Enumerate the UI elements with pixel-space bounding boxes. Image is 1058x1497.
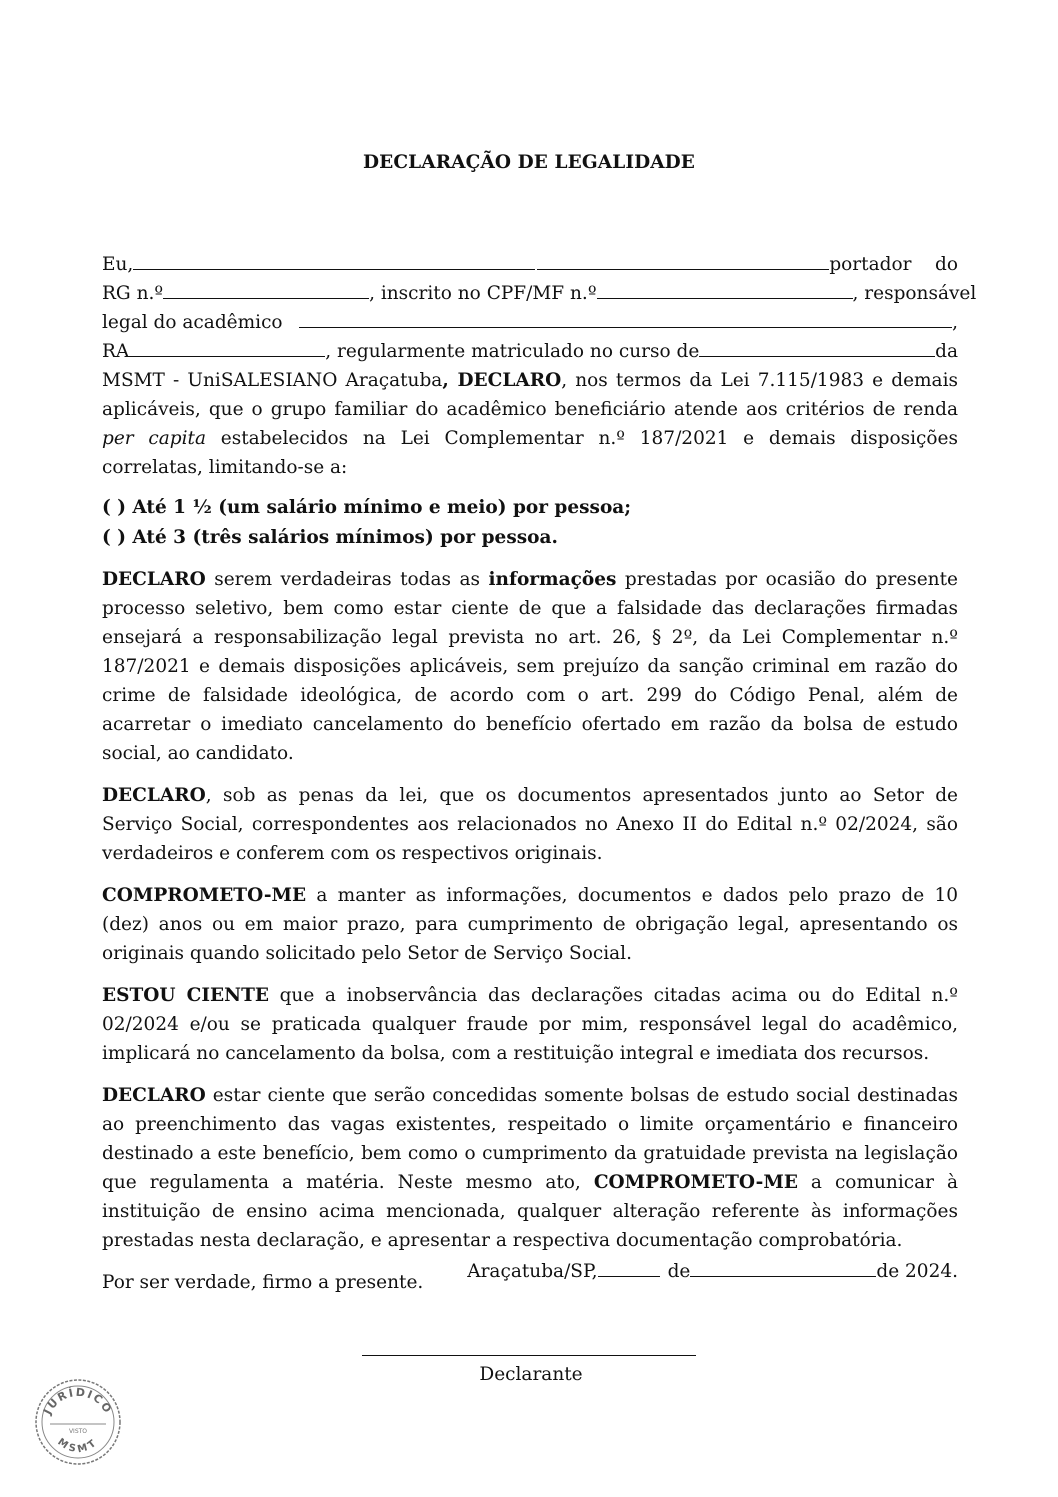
signature-label: Declarante <box>479 1364 583 1385</box>
cpf-label: , inscrito no CPF/MF n.º <box>369 283 597 304</box>
day-blank[interactable] <box>598 1258 660 1277</box>
p5-text-a: estar ciente que serão concedidas somente bolsas de estudo social destinadas ao preenchimento das vagas existentes, respeitado o limite orçamentário e financeiro destinado a este benefício, bem como o cumprimento da gratuidade prevista na legislação que regulamenta a matéria. Neste mesmo ato, <box>102 1085 958 1193</box>
p1-bold: DECLARO <box>102 569 206 590</box>
p1-text-a: serem verdadeiras todas as <box>205 569 489 590</box>
month-blank[interactable] <box>690 1258 876 1277</box>
year-label: de 2024. <box>876 1261 958 1282</box>
paragraph-declaro-2 <box>102 781 958 868</box>
closing-text: Por ser verdade, firmo a presente. <box>102 1272 424 1293</box>
intro-paragraph <box>102 366 958 482</box>
declaro-bold: , DECLARO <box>442 370 562 391</box>
declaration-body <box>102 250 977 1310</box>
rg-label: RG n.º <box>102 283 164 304</box>
ra-label: RA <box>102 341 130 362</box>
p4-bold: ESTOU CIENTE <box>102 985 269 1006</box>
rg-blank[interactable] <box>163 280 369 299</box>
income-options <box>102 493 958 553</box>
name-row <box>102 250 958 279</box>
portador-label: portador <box>829 254 912 275</box>
da-label: da <box>935 341 958 362</box>
stamp-top-text: JURÍDICO <box>40 1385 116 1417</box>
ra-row <box>102 337 958 366</box>
cpf-blank[interactable] <box>597 280 853 299</box>
p5-bold-2: COMPROMETO-ME <box>593 1172 798 1193</box>
page-title: DECLARAÇÃO DE LEGALIDADE <box>362 152 696 173</box>
msmt-text: MSMT - UniSALESIANO Araçatuba <box>102 370 443 391</box>
p1-bold-2: informações <box>488 569 617 590</box>
name-blank-2[interactable] <box>537 251 829 270</box>
p5-bold: DECLARO <box>102 1085 206 1106</box>
eu-label: Eu, <box>102 254 134 275</box>
intro-rest: estabelecidos na Lei Complementar n.º 187/2021 e demais disposições correlatas, limitando-se a: <box>102 428 958 478</box>
responsavel-label: , responsável <box>852 283 977 304</box>
paragraph-declaro-1 <box>102 565 958 768</box>
matriculado-label: , regularmente matriculado no curso de <box>325 341 700 362</box>
signature-line[interactable] <box>362 1355 696 1356</box>
option-one-and-half[interactable]: ( ) Até 1 ½ (um salário mínimo e meio) por pessoa; <box>102 497 632 518</box>
p4-text: que a inobservância das declarações citadas acima ou do Edital n.º 02/2024 e/ou se praticada qualquer fraude por mim, responsável legal do acadêmico, implicará no cancelamento da bolsa, com a restituição integral e imediata dos recursos. <box>102 985 958 1064</box>
stamp-middle-text: VISTO <box>68 1428 88 1435</box>
paragraph-ciente <box>102 981 958 1068</box>
svg-text:JURÍDICO <box>40 1386 115 1418</box>
paragraph-comprometo <box>102 881 958 968</box>
per-capita-text: per capita <box>102 428 207 449</box>
rg-row <box>102 279 977 308</box>
svg-text:MSMT <box>55 1437 100 1456</box>
p2-text: , sob as penas da lei, que os documentos apresentados junto ao Setor de Serviço Social, correspondentes aos relacionados no Anexo II do Edital n.º 02/2024, são verdadeiros e conferem com os respectivos originais. <box>102 785 958 864</box>
do-label: do <box>935 254 958 275</box>
comma-label: , <box>952 312 958 333</box>
paragraph-declaro-3 <box>102 1081 958 1255</box>
course-blank[interactable] <box>699 338 935 357</box>
date-line <box>467 1258 958 1282</box>
p3-bold: COMPROMETO-ME <box>102 885 307 906</box>
legal-do-label: legal do acadêmico <box>102 312 283 333</box>
de-label: de <box>667 1261 691 1282</box>
city-label: Araçatuba/SP, <box>467 1261 598 1282</box>
p2-bold: DECLARO <box>102 785 206 806</box>
p5-text-b: a comunicar à instituição de ensino acima mencionada, qualquer alteração referente às informações prestadas nesta declaração, e apresentar a respectiva documentação comprobatória. <box>102 1172 958 1251</box>
academic-row <box>102 308 958 337</box>
name-blank-1[interactable] <box>133 251 535 270</box>
p1-text-b: prestadas por ocasião do presente processo seletivo, bem como estar ciente de que a falsidade das declarações firmadas ensejará a responsabilização legal prevista no art. 26, § 2º, da Lei Complementar n.º 187/2021 e demais disposições aplicáveis, sem prejuízo da sanção criminal em razão do crime de falsidade ideológica, de acordo com o art. 299 do Código Penal, além de acarretar o imediato cancelamento do benefício ofertado em razão da bolsa de estudo social, ao candidato. <box>102 569 958 764</box>
ra-blank[interactable] <box>129 338 325 357</box>
msmt-rest: , nos termos da Lei 7.115/1983 e demais aplicáveis, que o grupo familiar do acadêmico beneficiário atende aos critérios de renda <box>102 370 958 420</box>
option-three[interactable]: ( ) Até 3 (três salários mínimos) por pessoa. <box>102 527 558 548</box>
stamp-bottom-text: MSMT <box>55 1436 101 1456</box>
p3-text: a manter as informações, documentos e dados pelo prazo de 10 (dez) anos ou em maior prazo, para cumprimento de obrigação legal, apresentando os originais quando solicitado pelo Setor de Serviço Social. <box>102 885 958 964</box>
academic-name-blank[interactable] <box>299 309 953 328</box>
juridico-stamp-icon <box>32 1376 124 1468</box>
